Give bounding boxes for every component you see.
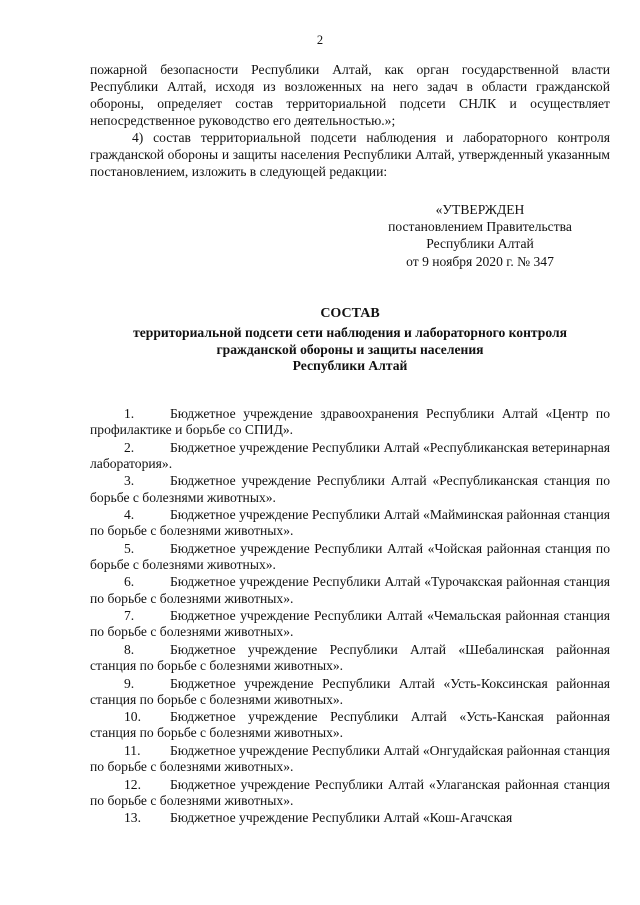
approval-line-3: Республики Алтай bbox=[426, 236, 534, 252]
approval-line-4: от 9 ноября 2020 г. № 347 bbox=[406, 253, 554, 269]
list-item-number: 9. bbox=[124, 675, 135, 691]
list-item-text: Бюджетное учреждение Республики Алтай «Улаганская районная станция по борьбе с болезнями животных». bbox=[90, 776, 610, 808]
list-item bbox=[90, 608, 610, 641]
approval-line-2: постановлением Правительства bbox=[388, 219, 572, 235]
list-item bbox=[90, 440, 610, 473]
list-item-number: 1. bbox=[124, 406, 135, 421]
list-item-text: Бюджетное учреждение Республики Алтай «Усть-Коксинская районная станция по борьбе с болезнями животных». bbox=[90, 675, 610, 707]
list-item-number: 2. bbox=[124, 439, 135, 455]
list-item-number: 12. bbox=[124, 776, 141, 792]
approval-line-1: «УТВЕРЖДЕН bbox=[435, 202, 525, 217]
title-line-1: территориальной подсети сети наблюдения и лабораторного контроля bbox=[133, 324, 567, 340]
title-line-3: Республики Алтай bbox=[292, 358, 408, 374]
list-item-number: 3. bbox=[124, 473, 135, 489]
list-item bbox=[90, 541, 610, 574]
approval-stamp bbox=[370, 201, 590, 270]
list-item bbox=[90, 406, 610, 439]
list-item-text: Бюджетное учреждение Республики Алтай «Республиканская станция по борьбе с болезнями животных». bbox=[90, 473, 610, 505]
list-item-text: Бюджетное учреждение Республики Алтай «Онгудайская районная станция по борьбе с болезнями животных». bbox=[90, 742, 610, 775]
list-item-number: 11. bbox=[124, 742, 141, 758]
list-item-number: 8. bbox=[124, 641, 135, 657]
list-item-text: Бюджетное учреждение Республики Алтай «Майминская районная станция по борьбе с болезнями животных». bbox=[90, 507, 610, 539]
list-item-text: Бюджетное учреждение Республики Алтай «Усть-Канская районная станция по борьбе с болезнями животных». bbox=[90, 709, 610, 741]
intro-text bbox=[90, 61, 610, 180]
list-item bbox=[90, 743, 610, 776]
list-item bbox=[90, 473, 610, 506]
list-item bbox=[90, 777, 610, 810]
list-item bbox=[90, 642, 610, 675]
list-item-number: 13. bbox=[124, 810, 141, 826]
list-item-text: Бюджетное учреждение Республики Алтай «Чойская районная станция по борьбе с болезнями животных». bbox=[90, 540, 610, 573]
organization-list bbox=[90, 406, 610, 828]
list-item bbox=[90, 574, 610, 607]
list-item-number: 10. bbox=[124, 709, 141, 725]
title-main: СОСТАВ bbox=[320, 306, 380, 321]
list-item bbox=[90, 507, 610, 540]
list-item bbox=[90, 709, 610, 742]
list-item-text: Бюджетное учреждение Республики Алтай «Чемальская районная станция по борьбе с болезнями животных». bbox=[90, 608, 610, 640]
list-item bbox=[90, 676, 610, 709]
list-item-text: Бюджетное учреждение Республики Алтай «Шебалинская районная станция по борьбе с болезнями животных». bbox=[90, 641, 610, 674]
document-title bbox=[90, 306, 610, 375]
list-item bbox=[90, 810, 610, 826]
list-item-text: Бюджетное учреждение Республики Алтай «Кош-Агачская bbox=[170, 810, 513, 826]
list-item-number: 7. bbox=[124, 608, 135, 624]
intro-paragraph-1: пожарной безопасности Республики Алтай, как орган государственной власти Республики Алтай, исходя из возложенных на него задач в области гражданской обороны, определяет состав территориальной подсети СНЛК и осуществляет непосредственное руководство его деятельностью.»; bbox=[90, 62, 610, 128]
page-number: 2 bbox=[316, 33, 324, 47]
list-item-text: Бюджетное учреждение Республики Алтай «Республиканская ветеринарная лаборатория». bbox=[90, 439, 610, 471]
list-item-number: 5. bbox=[124, 540, 135, 556]
intro-paragraph-2: 4) состав территориальной подсети наблюдения и лабораторного контроля гражданской обороны и защиты населения Республики Алтай, утвержденный указанным постановлением, изложить в следующей редакции: bbox=[90, 130, 610, 179]
list-item-text: Бюджетное учреждение Республики Алтай «Турочакская районная станция по борьбе с болезнями животных». bbox=[90, 574, 610, 606]
list-item-number: 4. bbox=[124, 507, 135, 523]
title-line-2: гражданской обороны и защиты населения bbox=[216, 341, 484, 357]
list-item-text: Бюджетное учреждение здравоохранения Республики Алтай «Центр по профилактике и борьбе со СПИД». bbox=[90, 406, 610, 438]
list-item-number: 6. bbox=[124, 574, 135, 590]
